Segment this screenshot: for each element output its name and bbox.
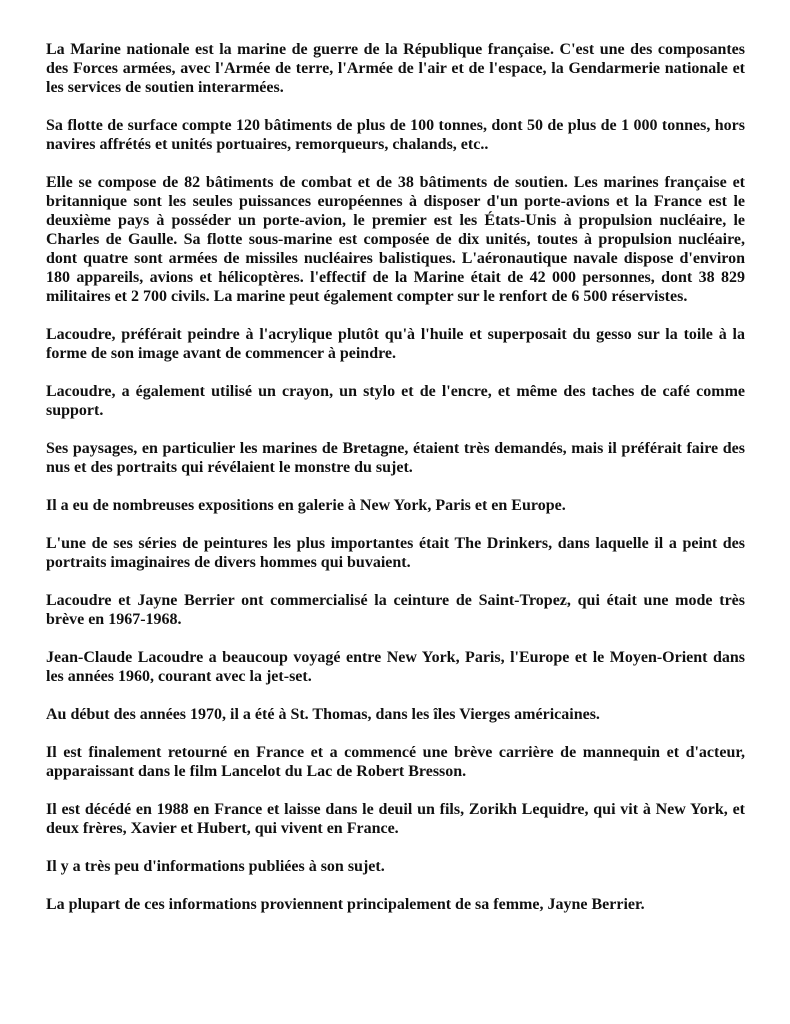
paragraph-deces: Il est décédé en 1988 en France et laisse dans le deuil un fils, Zorikh Lequidre, qui vit à New York, et deux frères, Xavier et Hubert, qui vivent en France.: [46, 801, 745, 837]
paragraph-flotte-surface: Sa flotte de surface compte 120 bâtiments de plus de 100 tonnes, dont 50 de plus de 1 000 tonnes, hors navires affrétés et unités portuaires, remorqueurs, chalands, etc..: [46, 117, 745, 153]
paragraph-informations: Il y a très peu d'informations publiées à son sujet.: [46, 858, 385, 875]
paragraph-ceinture: Lacoudre et Jayne Berrier ont commercialisé la ceinture de Saint-Tropez, qui était une mode très brève en 1967-1968.: [46, 592, 745, 628]
paragraph-crayon: Lacoudre, a également utilisé un crayon, un stylo et de l'encre, et même des taches de café comme support.: [46, 383, 745, 419]
paragraph-expositions: Il a eu de nombreuses expositions en galerie à New York, Paris et en Europe.: [46, 497, 566, 514]
paragraph-marine-nationale: La Marine nationale est la marine de guerre de la République française. C'est une des composantes des Forces armées, avec l'Armée de terre, l'Armée de l'air et de l'espace, la Gendarmerie nationale et les services de soutien interarmées.: [46, 41, 745, 96]
paragraph-batiments: Elle se compose de 82 bâtiments de combat et de 38 bâtiments de soutien. Les marines française et britannique sont les seules puissances européennes à disposer d'un porte-avions et la France est le deuxième pays à posséder un porte-avion, le premier est les États-Unis à propulsion nucléaire, le Charles de Gaulle. Sa flotte sous-marine est composée de dix unités, toutes à propulsion nucléaire, dont quatre sont armées de missiles nucléaires balistiques. L'aéronautique navale dispose d'environ 180 appareils, avions et hélicoptères. l'effectif de la Marine était de 42 000 personnes, dont 38 829 militaires et 2 700 civils. La marine peut également compter sur le renfort de 6 500 réservistes.: [46, 174, 745, 305]
paragraph-acrylique: Lacoudre, préférait peindre à l'acrylique plutôt qu'à l'huile et superposait du gesso sur la toile à la forme de son image avant de commencer à peindre.: [46, 326, 745, 362]
paragraph-paysages: Ses paysages, en particulier les marines de Bretagne, étaient très demandés, mais il préférait faire des nus et des portraits qui révélaient le monstre du sujet.: [46, 440, 745, 476]
paragraph-source: La plupart de ces informations proviennent principalement de sa femme, Jayne Berrier.: [46, 896, 645, 913]
paragraph-st-thomas: Au début des années 1970, il a été à St. Thomas, dans les îles Vierges américaines.: [46, 706, 600, 723]
paragraph-voyages: Jean-Claude Lacoudre a beaucoup voyagé entre New York, Paris, l'Europe et le Moyen-Orient dans les années 1960, courant avec la jet-set.: [46, 649, 745, 685]
paragraph-drinkers: L'une de ses séries de peintures les plus importantes était The Drinkers, dans laquelle il a peint des portraits imaginaires de divers hommes qui buvaient.: [46, 535, 745, 571]
document-body: [46, 40, 745, 933]
paragraph-retour-france: Il est finalement retourné en France et a commencé une brève carrière de mannequin et d'acteur, apparaissant dans le film Lancelot du Lac de Robert Bresson.: [46, 744, 745, 780]
